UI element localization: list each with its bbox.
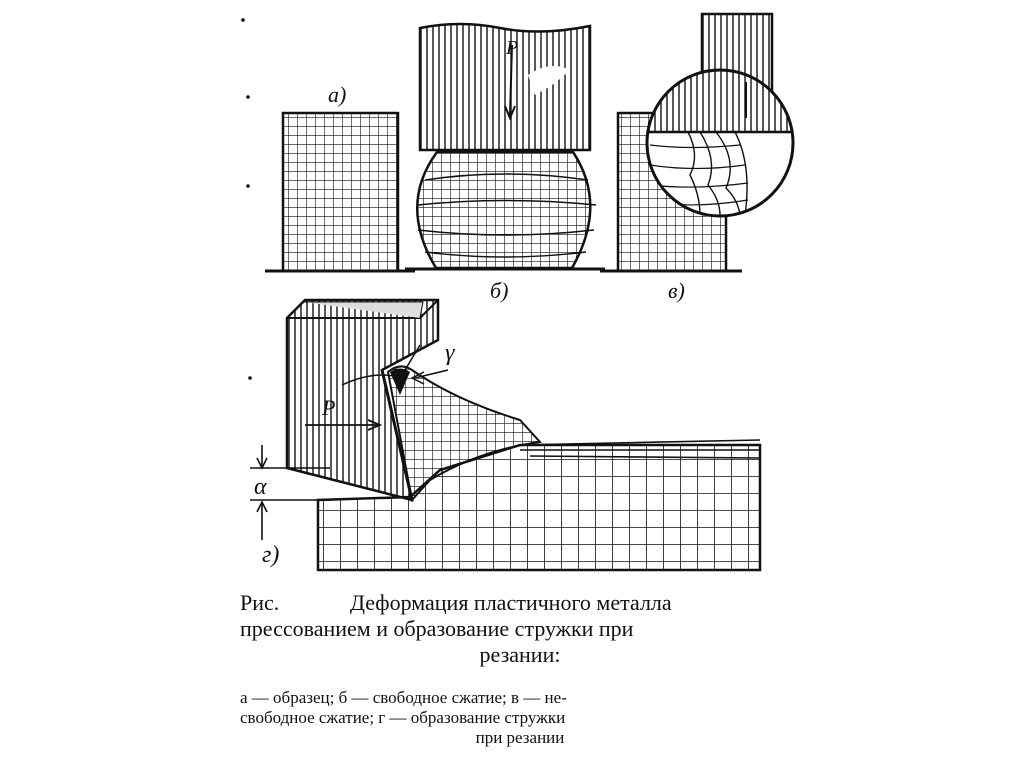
figure-caption-legend [240, 688, 800, 748]
caption-title-line-2: прессованием и образование стружки при [240, 616, 634, 641]
panel-v-constrained-compression [618, 14, 796, 303]
figure-caption-title [240, 590, 800, 668]
caption-title-line-3: резании: [479, 642, 561, 667]
label-b: б) [490, 278, 509, 303]
legend-line-1: а — образец; б — свободное сжатие; в — не- [240, 688, 567, 707]
caption-prefix: Рис. [240, 590, 280, 615]
label-alpha: α [254, 474, 267, 500]
label-v: в) [668, 278, 685, 303]
panel-g-chip-formation [250, 300, 760, 570]
label-p-top: P [506, 37, 519, 59]
legend-line-2: свободное сжатие; г — образование стружки [240, 708, 566, 727]
caption-title-line-1: Деформация пластичного металла [350, 590, 672, 615]
label-a: а) [328, 82, 347, 107]
legend-line-3: при резании [475, 728, 565, 747]
panel-a-specimen [283, 82, 398, 271]
panel-b-free-compression [417, 24, 596, 303]
label-gamma: γ [445, 340, 455, 366]
label-p-cut: P [322, 395, 336, 420]
label-g: г) [262, 542, 280, 568]
margin-marks [241, 18, 252, 380]
